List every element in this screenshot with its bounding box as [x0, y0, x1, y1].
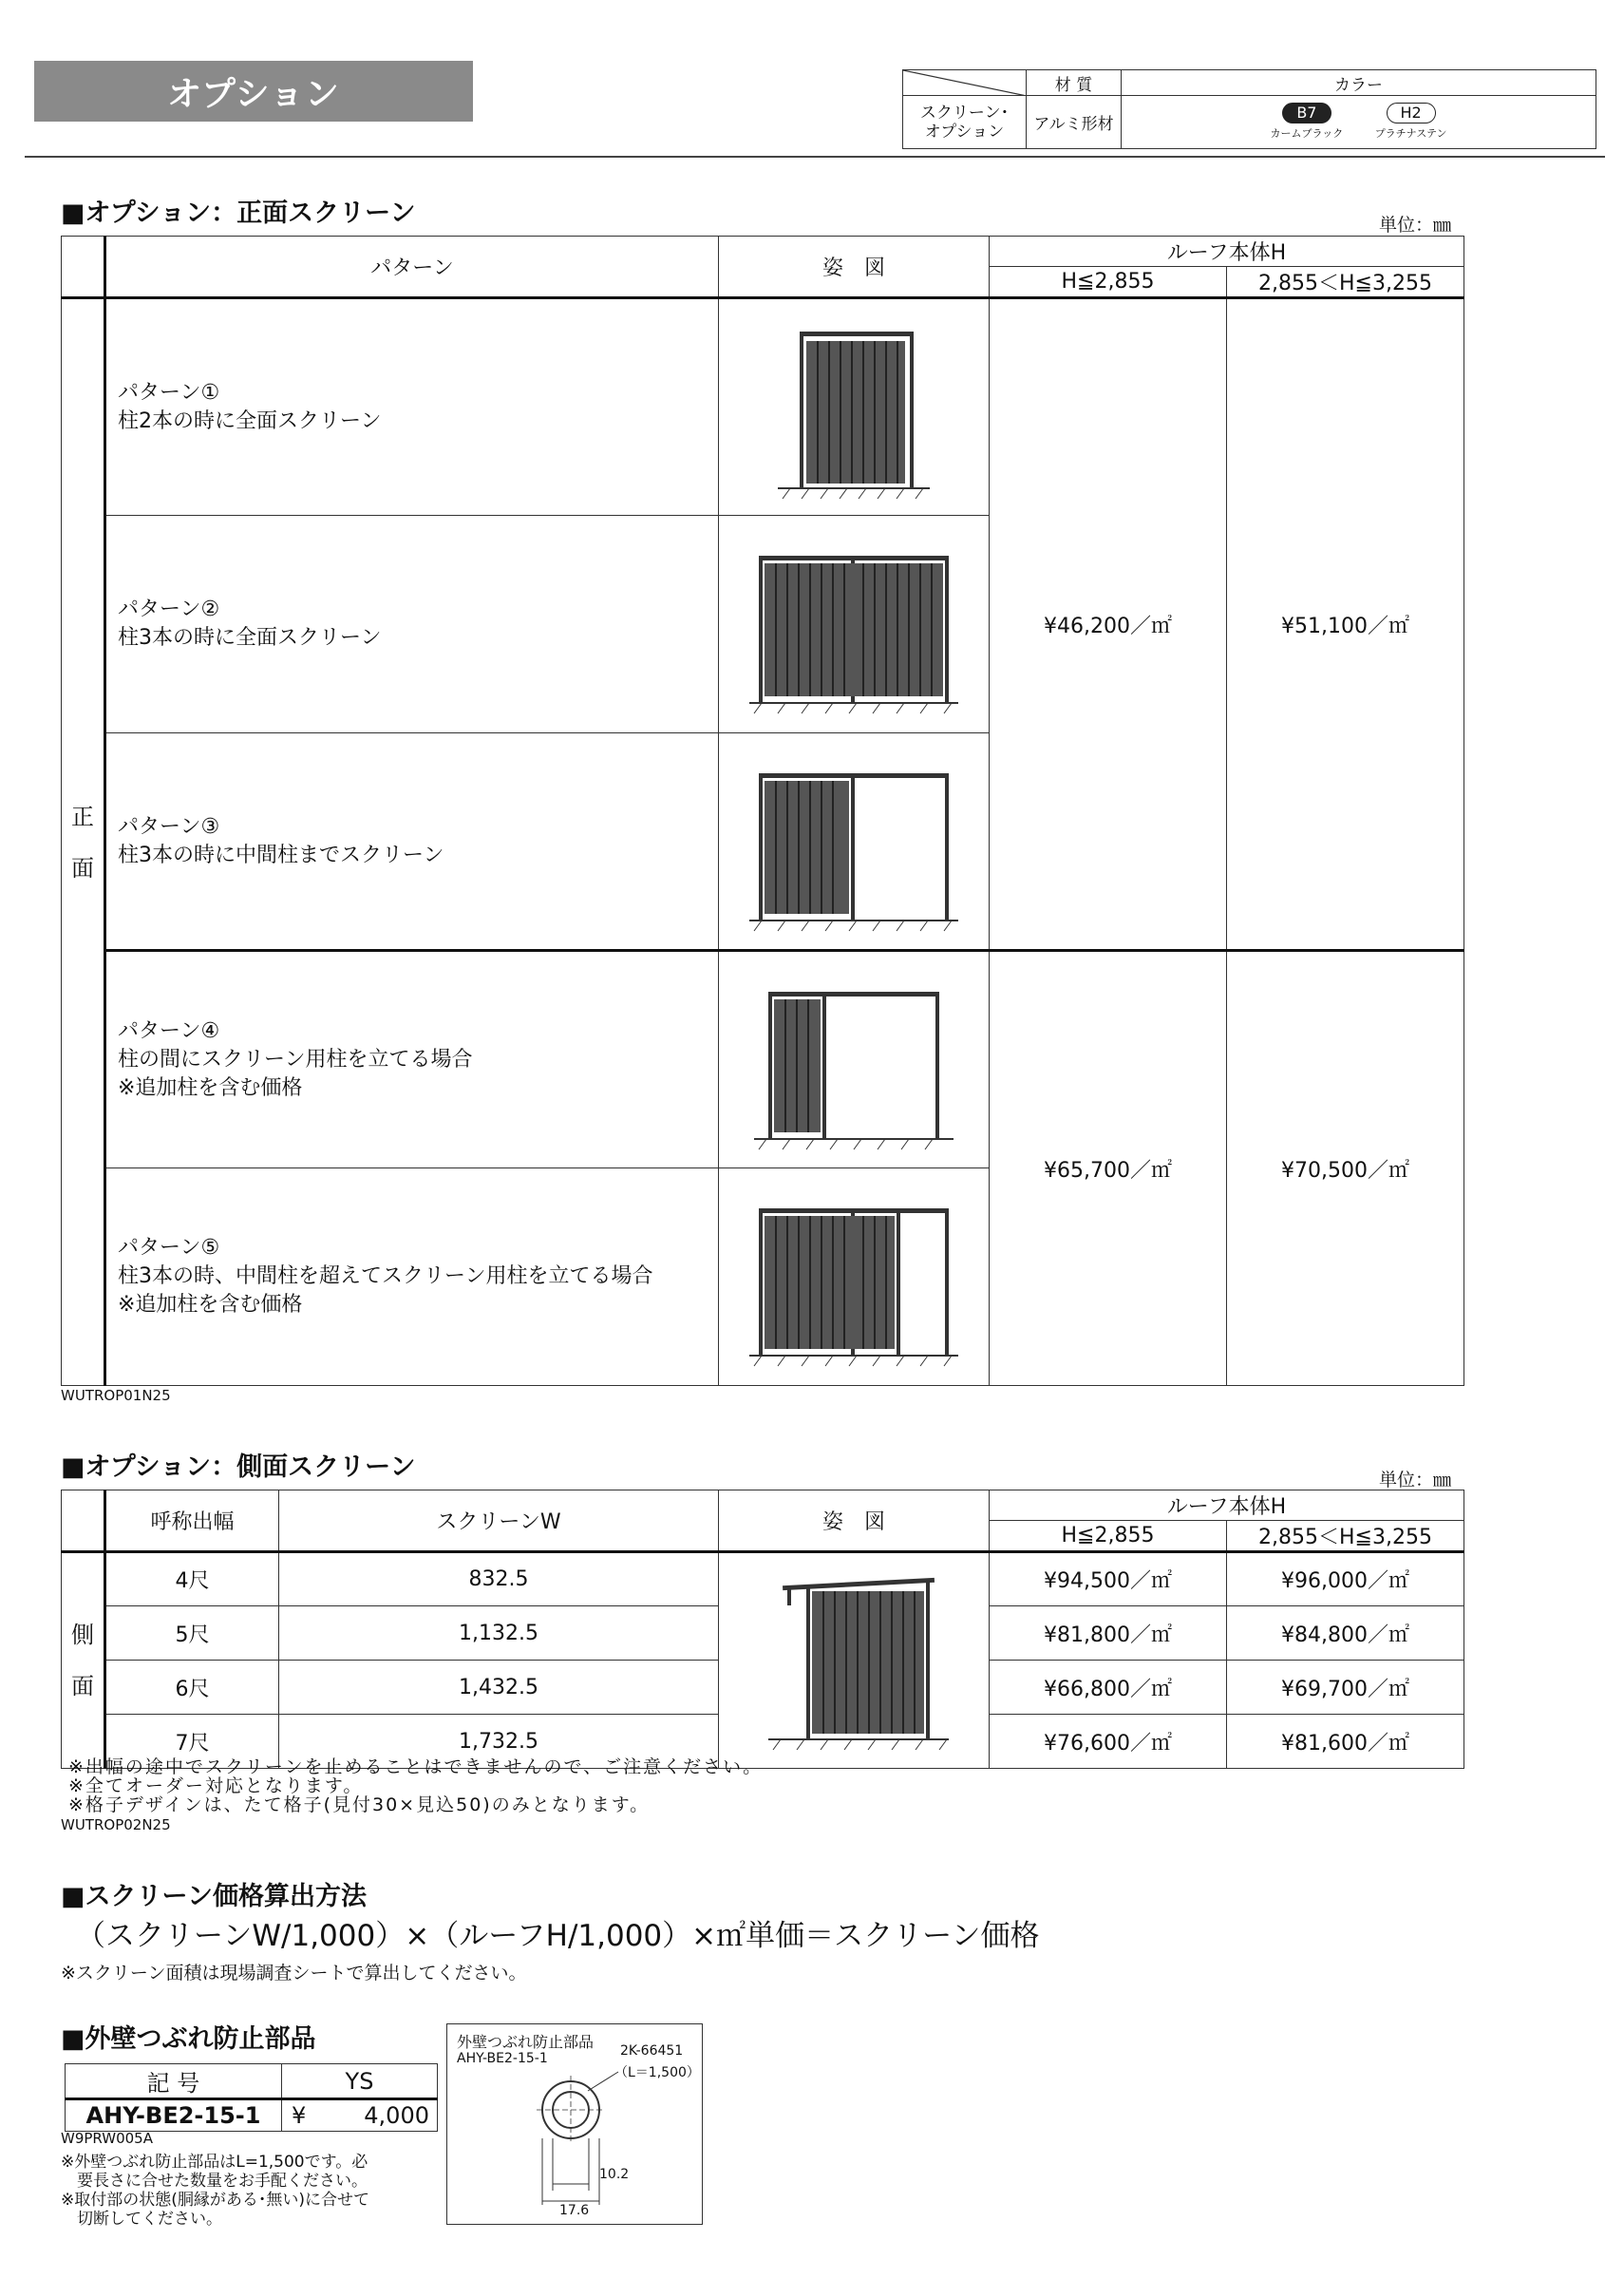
price-cell: ¥81,600／㎡ [1227, 1715, 1464, 1769]
price-cell: ¥66,800／㎡ [990, 1661, 1227, 1715]
screen-width-cell: 832.5 [279, 1552, 719, 1606]
side-side-label: 側 面 [62, 1552, 105, 1769]
parts-title: ■外壁つぶれ防止部品 [61, 2024, 316, 2054]
screen-width-cell: 1,732.5 [279, 1715, 719, 1769]
parts-price-cell [282, 2099, 438, 2132]
color-header: カラー [1122, 70, 1596, 96]
front-table [61, 236, 1464, 1386]
h2-header: 2,855＜H≦3,255 [1227, 267, 1464, 298]
drawing-length: （L＝1,500） [614, 2065, 700, 2080]
page-title: オプション [34, 61, 473, 122]
parts-ys-header: YS [282, 2064, 438, 2099]
drawing-title: 外壁つぶれ防止部品 [457, 2033, 595, 2051]
pattern-3: パターン③ 柱3本の時に中間柱までスクリーン [105, 733, 719, 951]
note-line: 要長さに合せた数量をお手配ください。 [61, 2172, 368, 2191]
note-line: ※全てオーダー対応となります。 [68, 1775, 364, 1796]
drawing-part-no: 2K-66451 [620, 2043, 684, 2059]
table-row: 5尺 [105, 1606, 279, 1661]
material-header: 材 質 [1027, 70, 1122, 96]
parts-price: 4,000 [364, 2102, 429, 2129]
note-line: ※出幅の途中でスクリーンを止めることはできませんので、ご注意ください。 [68, 1756, 764, 1777]
front-section-title: ■オプション：正面スクリーン [61, 199, 416, 228]
table-row: 7尺 [105, 1715, 279, 1769]
calc-note: ※スクリーン面積は現場調査シートで算出してください。 [61, 1963, 527, 1984]
parts-ref: W9PRW005A [61, 2130, 153, 2147]
note-line: ※格子デザインは、たて格子(見付30×見込50)のみとなります。 [68, 1794, 651, 1815]
dim-label: 10.2 [599, 2167, 630, 2182]
table-row: 6尺 [105, 1661, 279, 1715]
calc-title: ■スクリーン価格算出方法 [61, 1882, 367, 1911]
price-cell: ¥76,600／㎡ [990, 1715, 1227, 1769]
pattern-4: パターン④ 柱の間にスクリーン用柱を立てる場合 ※追加柱を含む価格 [105, 951, 719, 1168]
price-b2: ¥70,500／㎡ [1227, 951, 1464, 1386]
pattern-1-figure [719, 298, 990, 516]
screen-header: スクリーンW [279, 1490, 719, 1552]
price-a2: ¥51,100／㎡ [1227, 298, 1464, 951]
table-row: 4尺 [105, 1552, 279, 1606]
drawing-model: AHY-BE2-15-1 [457, 2051, 548, 2066]
price-cell: ¥96,000／㎡ [1227, 1552, 1464, 1606]
color-swatches [1122, 96, 1596, 149]
screen-width-cell: 1,132.5 [279, 1606, 719, 1661]
row-label: スクリーン･ オプション [903, 96, 1027, 149]
parts-code-header: 記 号 [66, 2064, 282, 2099]
note-line: 切断してください。 [61, 2210, 222, 2229]
price-a1: ¥46,200／㎡ [990, 298, 1227, 951]
material-value: アルミ形材 [1027, 96, 1122, 149]
parts-code: AHY-BE2-15-1 [66, 2099, 282, 2132]
side-section-title: ■オプション：側面スクリーン [61, 1452, 416, 1482]
pattern-5: パターン⑤ 柱3本の時、中間柱を超えてスクリーン用柱を立てる場合 ※追加柱を含む価格 [105, 1168, 719, 1386]
side-code: WUTROP02N25 [61, 1816, 171, 1833]
pattern-5-figure [719, 1168, 990, 1386]
pattern-3-figure [719, 733, 990, 951]
header-divider [25, 156, 1605, 158]
parts-notes [61, 2153, 369, 2229]
side-h1-header: H≦2,855 [990, 1521, 1227, 1552]
diagonal-cell [903, 70, 1027, 96]
pattern-1: パターン① 柱2本の時に全面スクリーン [105, 298, 719, 516]
color-b7: B7 カームブラック [1270, 104, 1344, 140]
note-line: ※取付部の状態(胴縁がある･無い)に合せて [61, 2191, 370, 2210]
color-h2: H2 プラチナステン [1374, 104, 1447, 140]
price-b1: ¥65,700／㎡ [990, 951, 1227, 1386]
calc-formula: （スクリーンW/1,000）×（ルーフH/1,000）×㎡単価＝スクリーン価格 [76, 1919, 1040, 1953]
dim-label: 17.6 [559, 2203, 590, 2218]
h1-header: H≦2,855 [990, 267, 1227, 298]
yen-sign: ¥ [292, 2102, 307, 2129]
side-figure-header: 姿 図 [719, 1490, 990, 1552]
pattern-header: パターン [105, 237, 719, 298]
price-cell: ¥84,800／㎡ [1227, 1606, 1464, 1661]
ring-part-icon [447, 2024, 704, 2226]
front-side-label: 正 面 [62, 298, 105, 1386]
parts-table [65, 2063, 438, 2132]
front-unit: 単位：㎜ [1379, 215, 1452, 236]
side-table [61, 1490, 1464, 1769]
note-line: ※外壁つぶれ防止部品はL=1,500です。必 [61, 2153, 368, 2172]
pattern-4-figure [719, 951, 990, 1168]
figure-header: 姿 図 [719, 237, 990, 298]
front-code: WUTROP01N25 [61, 1387, 171, 1404]
price-cell: ¥94,500／㎡ [990, 1552, 1227, 1606]
screen-width-cell: 1,432.5 [279, 1661, 719, 1715]
pattern-2-figure [719, 516, 990, 733]
side-notes [68, 1757, 763, 1814]
material-table [902, 69, 1596, 149]
pattern-2: パターン② 柱3本の時に全面スクリーン [105, 516, 719, 733]
side-h2-header: 2,855＜H≦3,255 [1227, 1521, 1464, 1552]
price-cell: ¥69,700／㎡ [1227, 1661, 1464, 1715]
side-roof-header: ルーフ本体H [990, 1490, 1464, 1521]
parts-drawing [446, 2023, 703, 2225]
roof-header: ルーフ本体H [990, 237, 1464, 267]
width-header: 呼称出幅 [105, 1490, 279, 1552]
side-figure [719, 1552, 990, 1769]
price-cell: ¥81,800／㎡ [990, 1606, 1227, 1661]
side-unit: 単位：㎜ [1379, 1470, 1452, 1490]
